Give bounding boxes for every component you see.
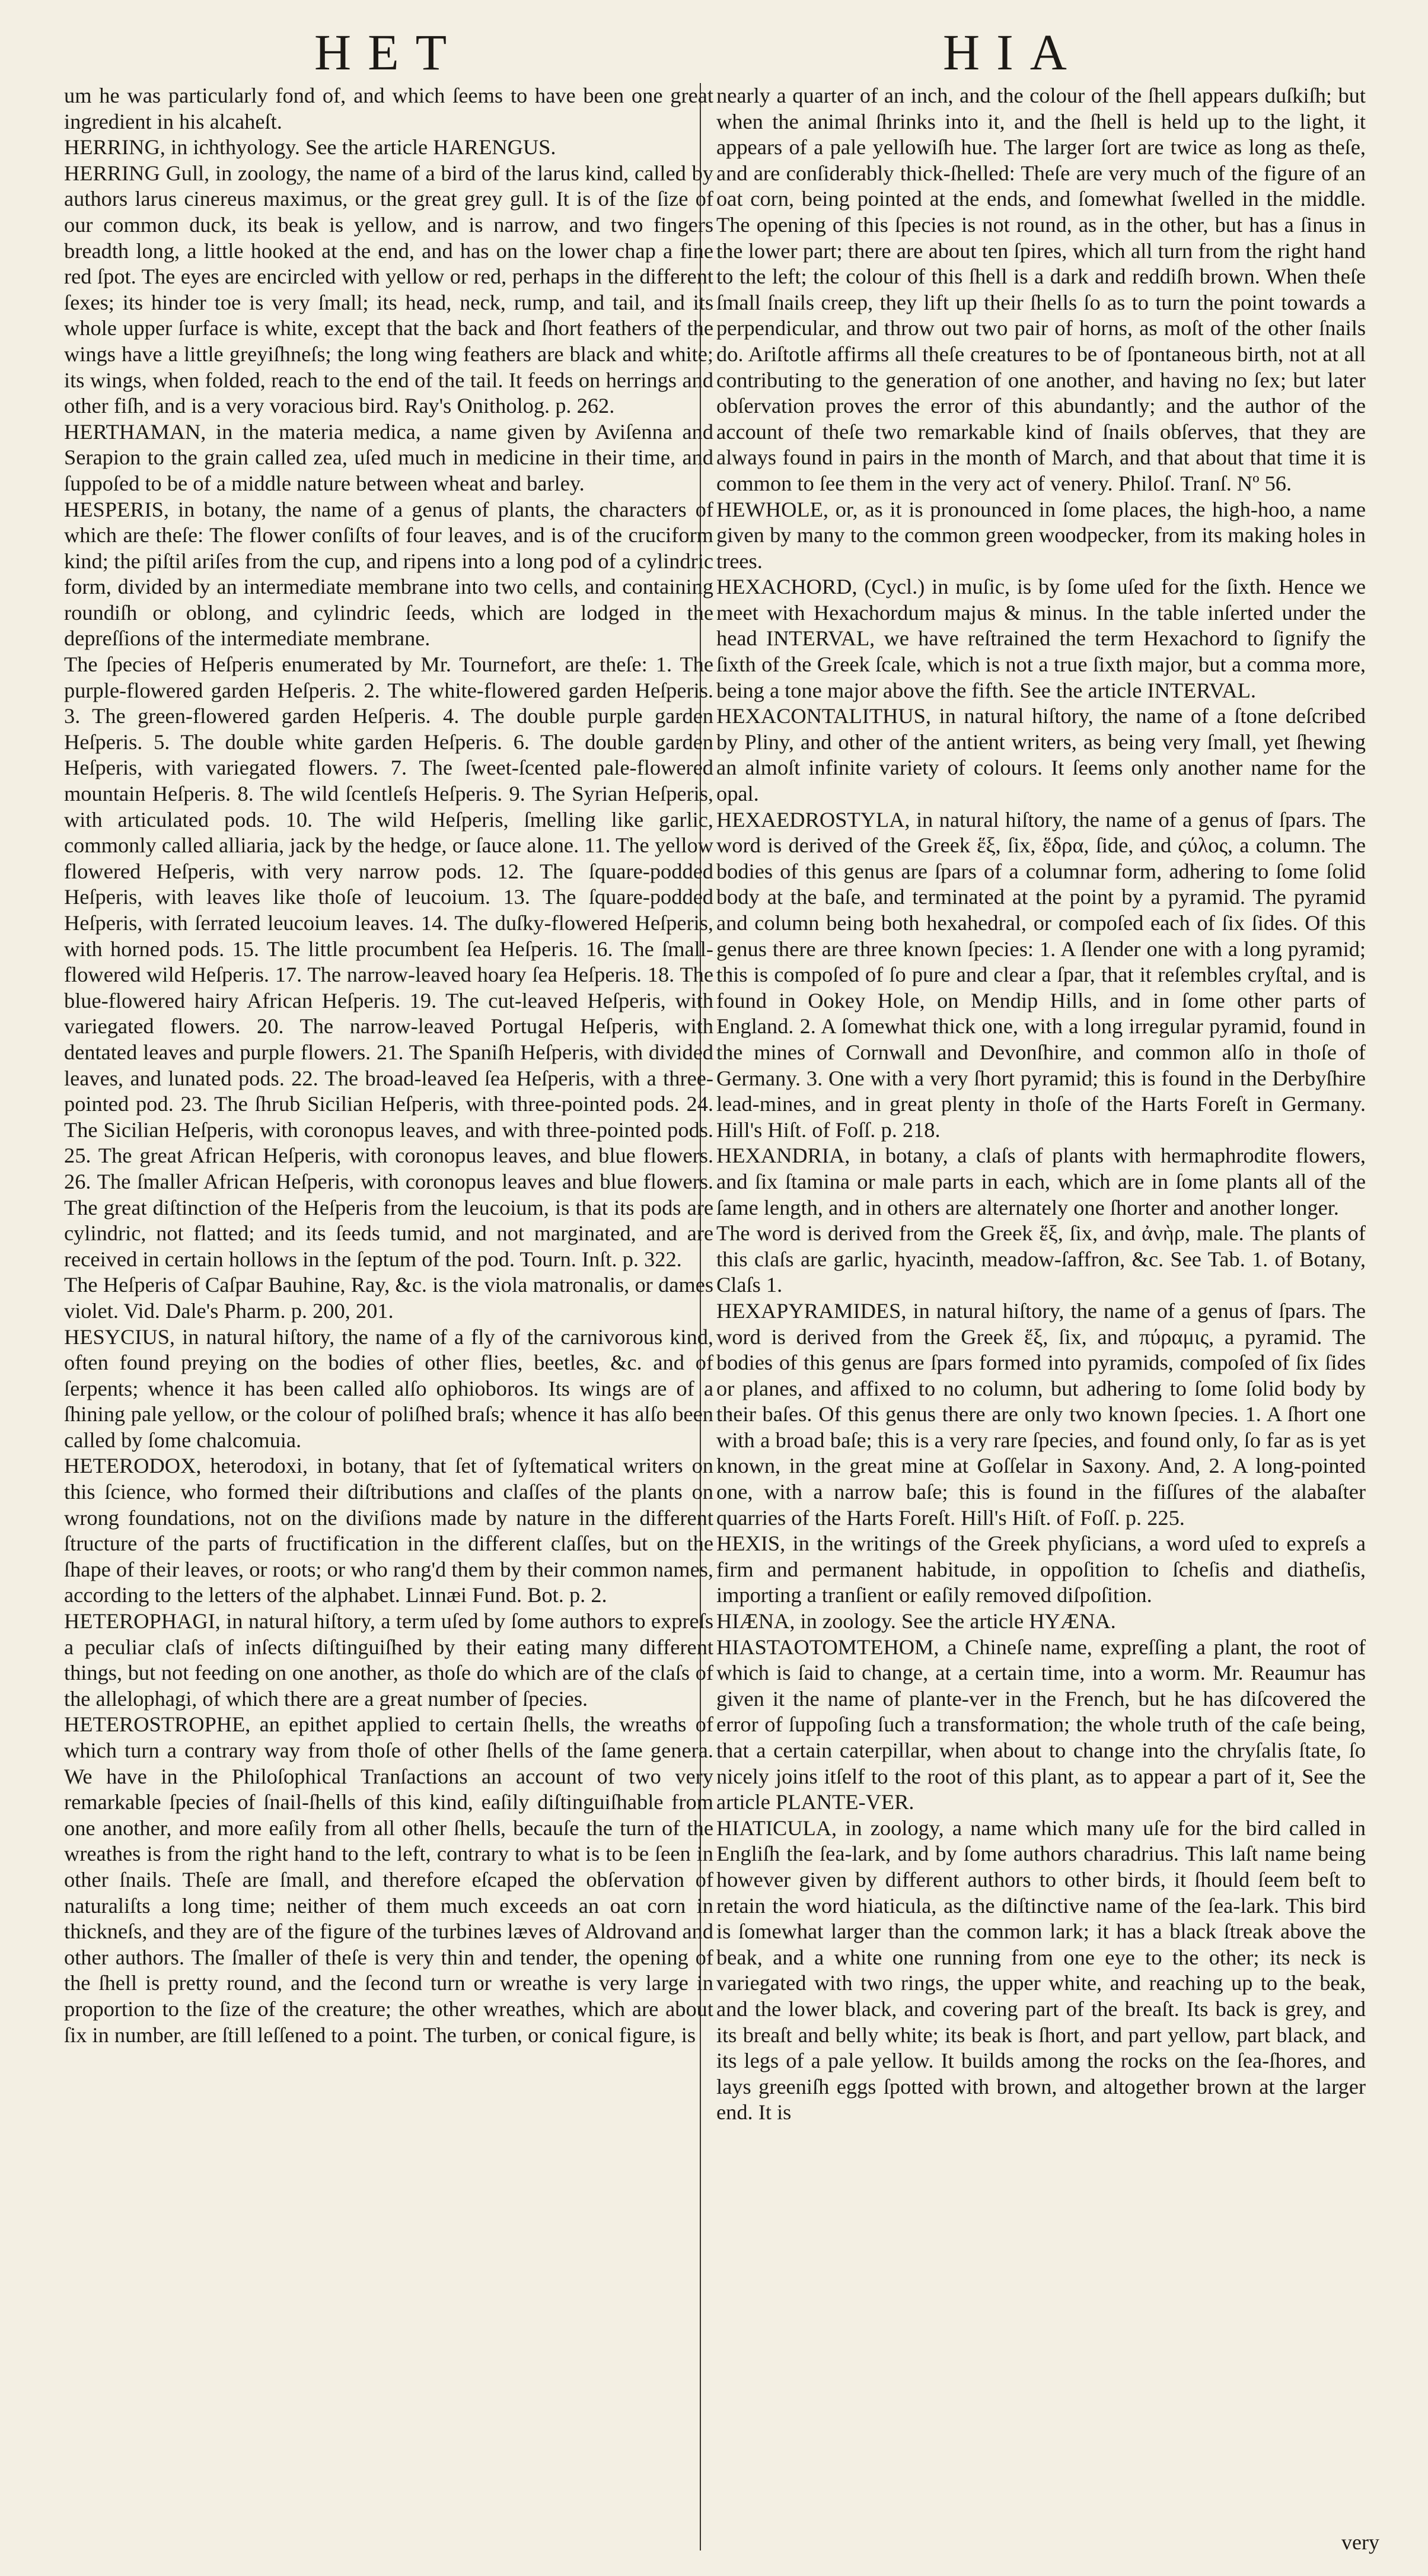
- entry: The ſpecies of Heſperis enumerated by Mr. Tournefort, are theſe: 1. The purple-flowered garden Heſperis. 2. The white-flowered garden Heſperis. 3. The green-flowered garden Heſperis. 4. The double purple garden Heſperis. 5. The double white garden Heſperis. 6. The double garden Heſperis, with variegated flowers. 7. The ſweet-ſcented pale-flowered mountain Heſperis. 8. The wild ſcentleſs Heſperis. 9. The Syrian Heſperis, with articulated pods. 10. The wild Heſperis, ſmelling like garlic, commonly called alliaria, jack by the hedge, or ſauce alone. 11. The yellow flowered Heſperis, with very narrow pods. 12. The ſquare-podded Heſperis, with leaves like thoſe of leucoium. 13. The ſquare-podded Heſperis, with ſerrated leucoium leaves. 14. The duſky-flowered Heſperis, with horned pods. 15. The little procumbent ſea Heſperis. 16. The ſmall-flowered wild Heſperis. 17. The narrow-leaved hoary ſea Heſperis. 18. The blue-flowered hairy African Heſperis. 19. The cut-leaved Heſperis, with variegated flowers. 20. The narrow-leaved Portugal Heſperis, with dentated leaves and purple flowers. 21. The Spaniſh Heſperis, with divided leaves, and lunated pods. 22. The broad-leaved ſea Heſperis, with a three-pointed pod. 23. The ſhrub Sicilian Heſperis, with three-pointed pods. 24. The Sicilian Heſperis, with coronopus leaves, and with three-pointed pods. 25. The great African Heſperis, with coronopus leaves, and blue flowers. 26. The ſmaller African Heſperis, with coronopus leaves and blue flowers. The great diſtinction of the Heſperis from the leucoium, is that its pods are cylindric, not flatted; and its ſeeds tumid, and not marginated, and are received in certain hollows in the ſeptum of the pod. Tourn. Inſt. p. 322.: [64, 652, 713, 1271]
- left-column: [64, 83, 713, 2048]
- entry: HEWHOLE, or, as it is pronounced in ſome places, the high-hoo, a name given by many to the common green woodpecker, from its making holes in trees.: [716, 497, 1366, 573]
- entry: HETEROSTROPHE, an epithet applied to certain ſhells, the wreaths of which turn a contrary way from thoſe of other ſhells of the ſame genera. We have in the Philoſophical Tranſactions an account of two very remarkable ſpecies of ſnail-ſhells of this kind, eaſily diſtinguiſhable from one another, and more eaſily from all other ſhells, becauſe the turn of the wreathes is from the right hand to the left, contrary to what is to be ſeen in other ſnails. Theſe are ſmall, and therefore eſcaped the obſervation of naturaliſts a long time; neither of them much exceeds an oat corn in thickneſs, and they are of the figure of the turbines læves of Aldrovand and other authors. The ſmaller of theſe is very thin and tender, the opening of the ſhell is pretty round, and the ſecond turn or wreathe is very large in proportion to the ſize of the creature; the other wreathes, which are about ſix in number, are ſtill leſſened to a point. The turben, or conical figure, is: [64, 1712, 713, 2047]
- entry: The Heſperis of Caſpar Bauhine, Ray, &c. is the viola matronalis, or dames violet. Vid. Dale's Pharm. p. 200, 201.: [64, 1273, 713, 1323]
- entry: HIASTAOTOMTEHOM, a Chineſe name, expreſſing a plant, the root of which is ſaid to change, at a certain time, into a worm. Mr. Reaumur has given it the name of plante-ver in the French, but he has diſcovered the error of ſuppoſing ſuch a transformation; the whole truth of the caſe being, that a certain caterpillar, when about to change into the chryſalis ſtate, ſo nicely joins itſelf to the root of this plant, as to appear a part of it, See the article PLANTE-VER.: [716, 1635, 1366, 1814]
- entry: HEXANDRIA, in botany, a claſs of plants with hermaphrodite flowers, and ſix ſtamina or male parts in each, which are in ſome plants all of the ſame length, and in others are alternately one ſhorter and another longer.: [716, 1144, 1366, 1219]
- catchword: very: [1341, 2530, 1379, 2554]
- entry: HEXACONTALITHUS, in natural hiſtory, the name of a ſtone deſcribed by Pliny, and other of the antient writers, as being very ſmall, yet ſhewing an almoſt infinite variety of colours. It ſeems only another name for the opal.: [716, 704, 1366, 806]
- running-head-left: HET: [314, 24, 464, 81]
- running-head: [0, 23, 1428, 88]
- entry: HESYCIUS, in natural hiſtory, the name of a fly of the carnivorous kind, often found preying on the bodies of other flies, beetles, &c. and of ſerpents; whence it has been called alſo ophioboros. Its wings are of a ſhining pale yellow, or the colour of poliſhed braſs; whence it has alſo been called by ſome chalcomuia.: [64, 1324, 713, 1452]
- right-column: [716, 83, 1366, 2126]
- entry: HIÆNA, in zoology. See the article HYÆNA.: [716, 1609, 1116, 1634]
- entry: HEXAPYRAMIDES, in natural hiſtory, the name of a genus of ſpars. The word is derived from the Greek ἕξ, ſix, and πύραμις, a pyramid. The bodies of this genus are ſpars formed into pyramids, compoſed of ſix ſides or planes, and affixed to no column, but adhering to ſome ſolid body by their baſes. Of this genus there are only two known ſpecies. 1. A ſhort one with a broad baſe; this is a very rare ſpecies, and found only, ſo far as is yet known, in the great mine at Goſſelar in Saxony. And, 2. A long-pointed one, with a narrow baſe; this is found in the fiſſures of the alabaſter quarries of the Harts Foreſt. Hill's Hiſt. of Foſſ. p. 225.: [716, 1298, 1366, 1530]
- entry: HESPERIS, in botany, the name of a genus of plants, the characters of which are theſe: The flower conſiſts of four leaves, and is of the cruciform kind; the piſtil ariſes from the cup, and ripens into a long pod of a cylindric form, divided by an intermediate membrane into two cells, and containing roundiſh or oblong, and cylindric ſeeds, which are lodged in the depreſſions of the intermediate membrane.: [64, 497, 713, 651]
- entry: The word is derived from the Greek ἕξ, ſix, and ἀνὴρ, male. The plants of this claſs are garlic, hyacinth, meadow-ſaffron, &c. See Tab. 1. of Botany, Claſs 1.: [716, 1221, 1366, 1297]
- entry: HETERODOX, heterodoxi, in botany, that ſet of ſyſtematical writers on this ſcience, who formed their diſtributions and claſſes of the plants on wrong foundations, not on the diviſions made by nature in the different ſtructure of the parts of fructification in the different claſſes, but on the ſhape of their leaves, or roots; or who rang'd them by their common names, according to the letters of the alphabet. Linnæi Fund. Bot. p. 2.: [64, 1454, 713, 1607]
- entry: HERRING Gull, in zoology, the name of a bird of the larus kind, called by authors larus cinereus maximus, or the great grey gull. It is of the ſize of our common duck, its beak is yellow, and is narrow, and two fingers breadth long, a little hooked at the end, and has on the lower chap a fine red ſpot. The eyes are encircled with yellow or red, perhaps in the different ſexes; its hinder toe is very ſmall; its head, neck, rump, and tail, and its whole upper ſurface is white, except that the back and ſhort feathers of the wings have a little greyiſhneſs; the long wing feathers are black and white; its wings, when folded, reach to the end of the tail. It feeds on herrings and other fiſh, and is a very voracious bird. Ray's Onitholog. p. 262.: [64, 161, 713, 418]
- entry: HERTHAMAN, in the materia medica, a name given by Aviſenna and Serapion to the grain called zea, uſed much in medicine in their time, and ſuppoſed to be of a middle nature between wheat and barley.: [64, 419, 713, 495]
- entry: HERRING, in ichthyology. See the article HARENGUS.: [64, 135, 556, 160]
- entry: HEXACHORD, (Cycl.) in muſic, is by ſome uſed for the ſixth. Hence we meet with Hexachordum majus & minus. In the table inſerted under the head INTERVAL, we have reſtrained the term Hexachord to ſignify the ſixth of the Greek ſcale, which is not a true ſixth major, but a comma more, being a tone major above the fifth. See the article INTERVAL.: [716, 575, 1366, 702]
- entry: HEXAEDROSTYLA, in natural hiſtory, the name of a genus of ſpars. The word is derived of the Greek ἕξ, ſix, ἕδρα, ſide, and ϛύλος, a column. The bodies of this genus are ſpars of a columnar form, adhering to ſome ſolid body at the baſe, and terminated at the point by a pyramid. The pyramid and column being both hexahedral, or compoſed each of ſix ſides. Of this genus there are three known ſpecies: 1. A ſlender one with a long pyramid; this is compoſed of ſo pure and clear a ſpar, that it reſembles cryſtal, and is found in Ookey Hole, on Mendip Hills, and in ſome other parts of England. 2. A ſomewhat thick one, with a long irregular pyramid, found in the mines of Cornwall and Devonſhire, and common alſo in thoſe of Germany. 3. One with a very ſhort pyramid; this is found in the Derbyſhire lead-mines, and in great plenty in thoſe of the Harts Foreſt in Germany. Hill's Hiſt. of Foſſ. p. 218.: [716, 807, 1366, 1142]
- entry: um he was particularly fond of, and which ſeems to have been one great ingredient in his alcaheſt.: [64, 84, 713, 133]
- entry: nearly a quarter of an inch, and the colour of the ſhell appears duſkiſh; but when the animal ſhrinks into it, and the ſhell is held up to the light, it appears of a pale yellowiſh hue. The larger ſort are twice as long as theſe, and are conſiderably thick-ſhelled: Theſe are very much of the figure of an oat corn, being pointed at the ends, and ſomewhat ſwelled in the middle. The opening of this ſpecies is not round, as in the other, but has a ſinus in the lower part; there are about ten ſpires, which all turn from the right hand to the left; the colour of this ſhell is a dark and reddiſh brown. When theſe ſmall ſnails creep, they lift up their ſhells ſo as to turn the point towards a perpendicular, and throw out two pair of horns, as moſt of the other ſnails do. Ariſtotle affirms all theſe creatures to be of ſpontaneous birth, not at all contributing to the generation of one another, and having no ſex; but later obſervation proves the error of this abundantly; and the author of the account of theſe two remarkable kind of ſnails obſerves, that they are always found in pairs in the month of March, and that about that time it is common to ſee them in the very act of venery. Philoſ. Tranſ. Nº 56.: [716, 84, 1366, 495]
- running-head-right: HIA: [943, 24, 1083, 81]
- entry: HETEROPHAGI, in natural hiſtory, a term uſed by ſome authors to expreſs a peculiar claſs of inſects diſtinguiſhed by their eating many different things, but not feeding on one another, as thoſe do which are of the claſs of the allelophagi, of which there are a great number of ſpecies.: [64, 1609, 713, 1711]
- entry: HIATICULA, in zoology, a name which many uſe for the bird called in Engliſh the ſea-lark, and by ſome authors charadrius. This laſt name being however given by different authors to other birds, it ſhould ſeem beſt to retain the word hiaticula, as the diſtinctive name of the ſea-lark. This bird is ſomewhat larger than the common lark; it has a black ſtreak above the beak, and a white one running from one eye to the other; its neck is variegated with two rings, the upper white, and reaching up to the beak, and the lower black, and covering part of the breaſt. Its back is grey, and its breaſt and belly white; its beak is ſhort, and part yellow, part black, and its legs of a pale yellow. It builds among the rocks on the ſea-ſhores, and lays greeniſh eggs ſpotted with brown, and altogether brown at the larger end. It is: [716, 1816, 1366, 2125]
- entry: HEXIS, in the writings of the Greek phyſicians, a word uſed to expreſs a firm and permanent habitude, in oppoſition to ſcheſis and diatheſis, importing a tranſient or eaſily removed diſpoſition.: [716, 1531, 1366, 1607]
